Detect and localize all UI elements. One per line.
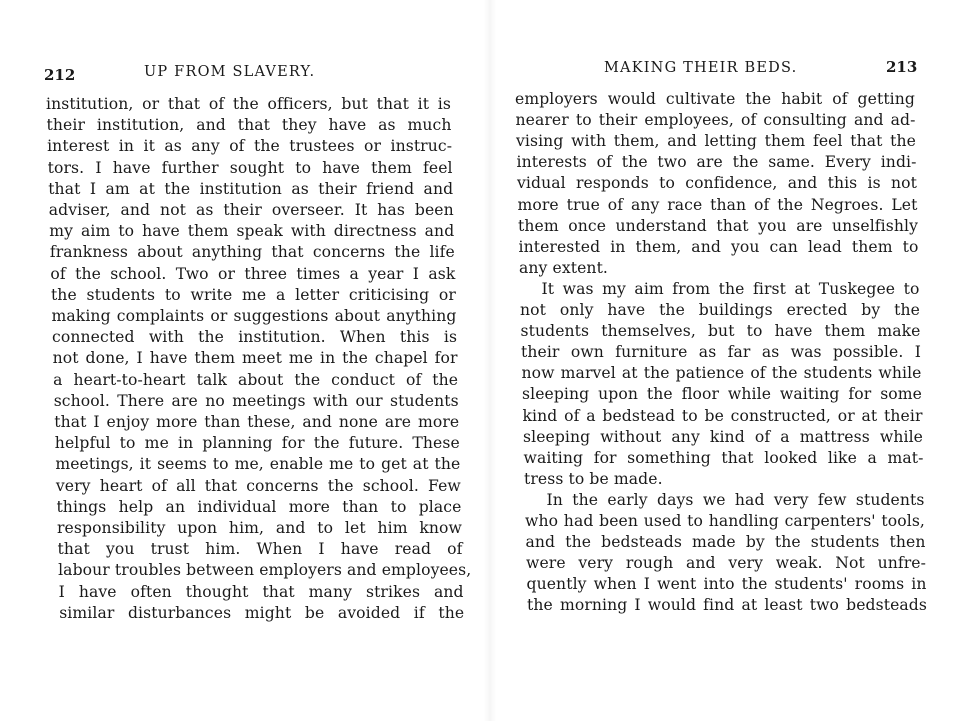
right-page [490, 0, 980, 721]
text-line: interest in it as any of the trustees or instruc- [47, 137, 453, 156]
text-line: interests of the two are the same. Every indi- [516, 153, 917, 172]
text-line: interested in them, and you can lead them to [518, 237, 919, 256]
text-line: my aim to have them speak with directness and [49, 222, 455, 241]
text-line: students themselves, but to have them make [520, 322, 921, 341]
text-line: waiting for something that looked like a mat- [523, 448, 924, 467]
text-line: their institution, and that they have as much [46, 116, 452, 135]
text-line: their own furniture as far as was possible. I [521, 343, 921, 362]
text-line: of the school. Two or three times a year I ask [50, 264, 456, 283]
text-line: labour troubles between employers and employees, [58, 561, 472, 580]
text-line: meetings, it seems to me, enable me to get at the [55, 455, 461, 474]
text-line: quently when I went into the students' rooms in [526, 575, 927, 594]
text-line: responsibility upon him, and to let him know [57, 519, 462, 537]
text-line: now marvel at the patience of the students while [521, 364, 922, 383]
text-line: It was my aim from the first at Tuskegee to [541, 279, 920, 298]
text-line: that I enjoy more than these, and none are more [54, 413, 460, 431]
text-line: helpful to me in planning for the future. These [54, 434, 460, 453]
text-line: not only have the buildings erected by the [520, 301, 920, 319]
left-running-head: UP FROM SLAVERY. [144, 64, 316, 80]
text-line: and the bedsteads made by the students then [525, 533, 926, 552]
text-line: adviser, and not as their overseer. It has been [48, 201, 454, 219]
text-line: nearer to their employees, of consulting and ad- [515, 111, 916, 130]
text-line: them once understand that you are unselfishly [518, 216, 918, 235]
text-line: tors. I have further sought to have them feel [47, 158, 453, 177]
text-line: the morning I would find at least two bedsteads [527, 596, 927, 615]
text-line: a heart-to-heart talk about the conduct of the [53, 370, 459, 389]
text-line: things help an individual more than to place [56, 497, 462, 516]
text-line: not done, I have them meet me in the chapel for [52, 349, 458, 368]
text-line: that I am at the institution as their friend and [48, 179, 454, 198]
text-line: kind of a bedstead to be constructed, or at their [522, 406, 923, 425]
right-page-number: 213 [886, 58, 918, 76]
text-line: tress to be made. [524, 469, 663, 488]
text-line: similar disturbances might be avoided if the [59, 603, 465, 622]
text-line: employers would cultivate the habit of getting [515, 90, 915, 108]
text-line: vidual responds to confidence, and this is not [517, 174, 917, 193]
text-line: I have often thought that many strikes and [58, 582, 464, 601]
text-line: were very rough and very weak. Not unfre- [526, 554, 926, 573]
text-line: sleeping without any kind of a mattress while [523, 427, 923, 446]
left-page-number: 212 [44, 66, 76, 84]
text-line: very heart of all that concerns the school. Few [55, 476, 461, 495]
text-line: institution, or that of the officers, but that it is [46, 95, 451, 113]
text-line: that you trust him. When I have read of [57, 540, 463, 559]
text-line: any extent. [519, 258, 608, 277]
text-line: more true of any race than of the Negroes. Let [517, 195, 918, 214]
text-line: school. There are no meetings with our students [53, 391, 459, 410]
text-line: the students to write me a letter criticising or [50, 285, 456, 304]
book-gutter [484, 0, 496, 721]
text-line: connected with the institution. When this is [52, 328, 458, 347]
right-running-head: MAKING THEIR BEDS. [604, 60, 798, 76]
text-line: vising with them, and letting them feel that the [516, 132, 916, 151]
text-line: making complaints or suggestions about anything [51, 307, 457, 325]
text-line: In the early days we had very few students [546, 490, 925, 509]
text-line: frankness about anything that concerns the life [49, 243, 455, 262]
text-line: who had been used to handling carpenters' tools, [525, 512, 925, 530]
text-line: sleeping upon the floor while waiting for some [522, 385, 922, 404]
